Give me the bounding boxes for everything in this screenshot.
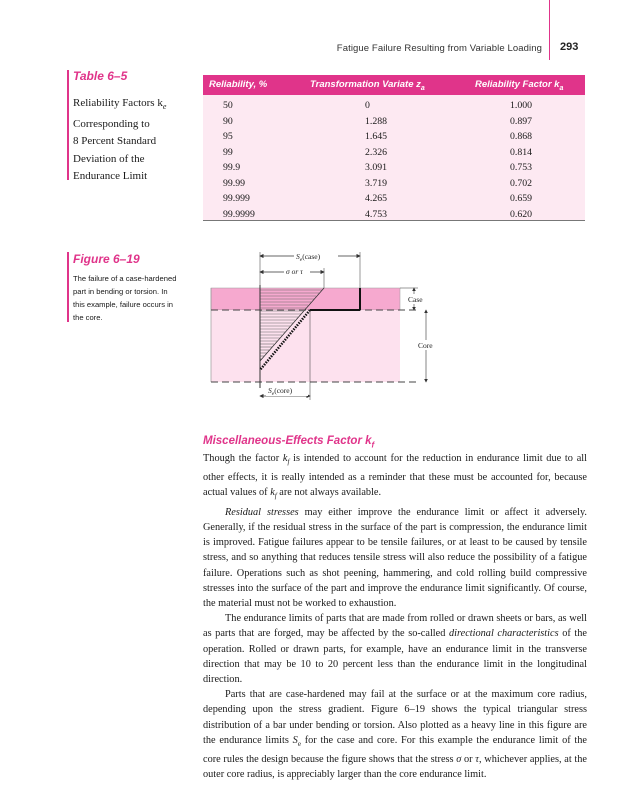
cell: 90	[223, 115, 233, 127]
figure-caption-bar	[67, 252, 69, 322]
cell: 99.9	[223, 162, 241, 173]
cell: 0.814	[510, 146, 533, 158]
cell: 0.620	[510, 208, 533, 220]
cell: 1.645	[365, 131, 388, 142]
table-row	[203, 176, 585, 192]
running-head: Fatigue Failure Resulting from Variable Loading	[336, 43, 542, 54]
cell: 99	[223, 146, 233, 158]
table-caption	[73, 95, 166, 186]
page-number: 293	[560, 41, 579, 53]
label-core: Core	[418, 341, 433, 350]
cell: 3.719	[365, 177, 388, 189]
table-label: Table 6–5	[73, 69, 128, 83]
cell: 50	[223, 100, 233, 111]
col-header-variate-sub: a	[420, 84, 425, 92]
label-se-core: $S_e(core)$	[268, 386, 293, 397]
cell: 0.868	[510, 131, 533, 142]
label-case: Case	[408, 295, 423, 304]
table-bottom-rule	[203, 220, 585, 221]
paragraph: Though the factor $k_f$ is intended to account for the reduction in endurance limit due to all other effects, it is really intended as a reminder that these must be accounted for, because actual values of $k_f$ are not always available.	[203, 453, 587, 501]
section-title	[203, 435, 374, 449]
figure-caption-line: The failure of a case-hardened	[73, 274, 177, 283]
table-caption-line: Endurance Limit	[73, 170, 148, 183]
figure-caption-line: this example, failure occurs in	[73, 300, 174, 309]
cell: 0	[365, 100, 370, 111]
table-row	[203, 114, 585, 130]
header-rule	[549, 0, 550, 60]
cell: 1.000	[510, 100, 533, 111]
cell: 99.99	[223, 177, 246, 189]
core-region	[211, 310, 400, 382]
paragraph: Parts that are case-hardened may fail at the surface or at the maximum core radius, depending upon the stress gradient. Figure 6–19 shows the typical triangular stress distribution of a bar under bending or torsion. Also plotted as a heavy line in this figure are the endurance limits $S_e$ for the case and core. For this example the endurance limit of the core rules the design because the figure shows that the stress σ or τ, whichever applies, at the outer core radius, is appreciably larger than the core endurance limit.	[203, 689, 587, 781]
paragraph: Residual stresses may either improve the endurance limit or affect it adversely. Generally, if the residual stress in the surface of the part is compression, the endurance limit is improved. Fatigue failures appear to be tensile failures, or at least to be caused by tensile stress, and so anything that reduces tensile stress will also reduce the possibility of a fatigue failure. Operations such as shot peening, hammering, and cold rolling build compressive stresses into the surface of the part and improve the endurance limit significantly. Of course, the material must not be worked to exhaustion.	[203, 506, 587, 609]
cell: 99.999	[223, 193, 250, 204]
table-body	[203, 95, 585, 220]
figure-label: Figure 6–19	[73, 252, 140, 266]
table-header	[203, 75, 585, 95]
cell: 4.265	[365, 193, 388, 204]
table-row	[203, 191, 585, 207]
cell: 3.091	[365, 162, 388, 173]
col-header-factor	[475, 79, 563, 92]
col-header-factor-text: Reliability Factor k	[475, 79, 560, 90]
table-caption-line: Deviation of the	[73, 152, 145, 165]
table-row	[203, 129, 585, 145]
label-stress: σ or τ	[286, 267, 303, 276]
case-hardened-stress-diagram	[200, 240, 460, 410]
paragraph: The endurance limits of parts that are made from rolled or drawn sheets or bars, as well as parts that are forged, may be affected by the so-called directional characteristics of the operation. Rolled or drawn parts, for example, have an endurance limit in the transverse direction that may be 10 to 20 percent less than the endurance limit in the longitudinal direction.	[203, 613, 587, 685]
label-se-case: $S_e(case)$	[296, 252, 321, 263]
table-row	[203, 160, 585, 176]
table-row	[203, 145, 585, 161]
table-caption-bar	[67, 70, 69, 180]
cell: 0.659	[510, 193, 533, 204]
table-caption-sub: e	[162, 102, 167, 112]
cell: 1.288	[365, 115, 388, 127]
cell: 4.753	[365, 208, 388, 220]
figure-caption-line: part in bending or torsion. In	[73, 287, 168, 296]
col-header-variate-text: Transformation Variate z	[310, 79, 421, 90]
cell: 0.897	[510, 115, 533, 127]
table-caption-line: 8 Percent Standard	[73, 135, 157, 148]
cell: 2.326	[365, 146, 388, 158]
section-title-sub: f	[371, 440, 375, 450]
table-caption-line: Reliability Factors k	[73, 97, 163, 109]
table-row	[203, 98, 585, 114]
figure-caption-line: the core.	[73, 313, 103, 322]
cell: 95	[223, 131, 233, 142]
figure-caption	[73, 272, 176, 324]
cell: 0.702	[510, 177, 533, 189]
section-title-text: Miscellaneous-Effects Factor k	[203, 435, 372, 447]
cell: 99.9999	[223, 208, 255, 220]
col-header-variate	[310, 79, 425, 92]
col-header-factor-sub: a	[559, 84, 564, 92]
body-text	[203, 451, 587, 782]
col-header-reliability: Reliability, %	[209, 79, 268, 90]
table-caption-line: Corresponding to	[73, 117, 150, 130]
cell: 0.753	[510, 162, 533, 173]
